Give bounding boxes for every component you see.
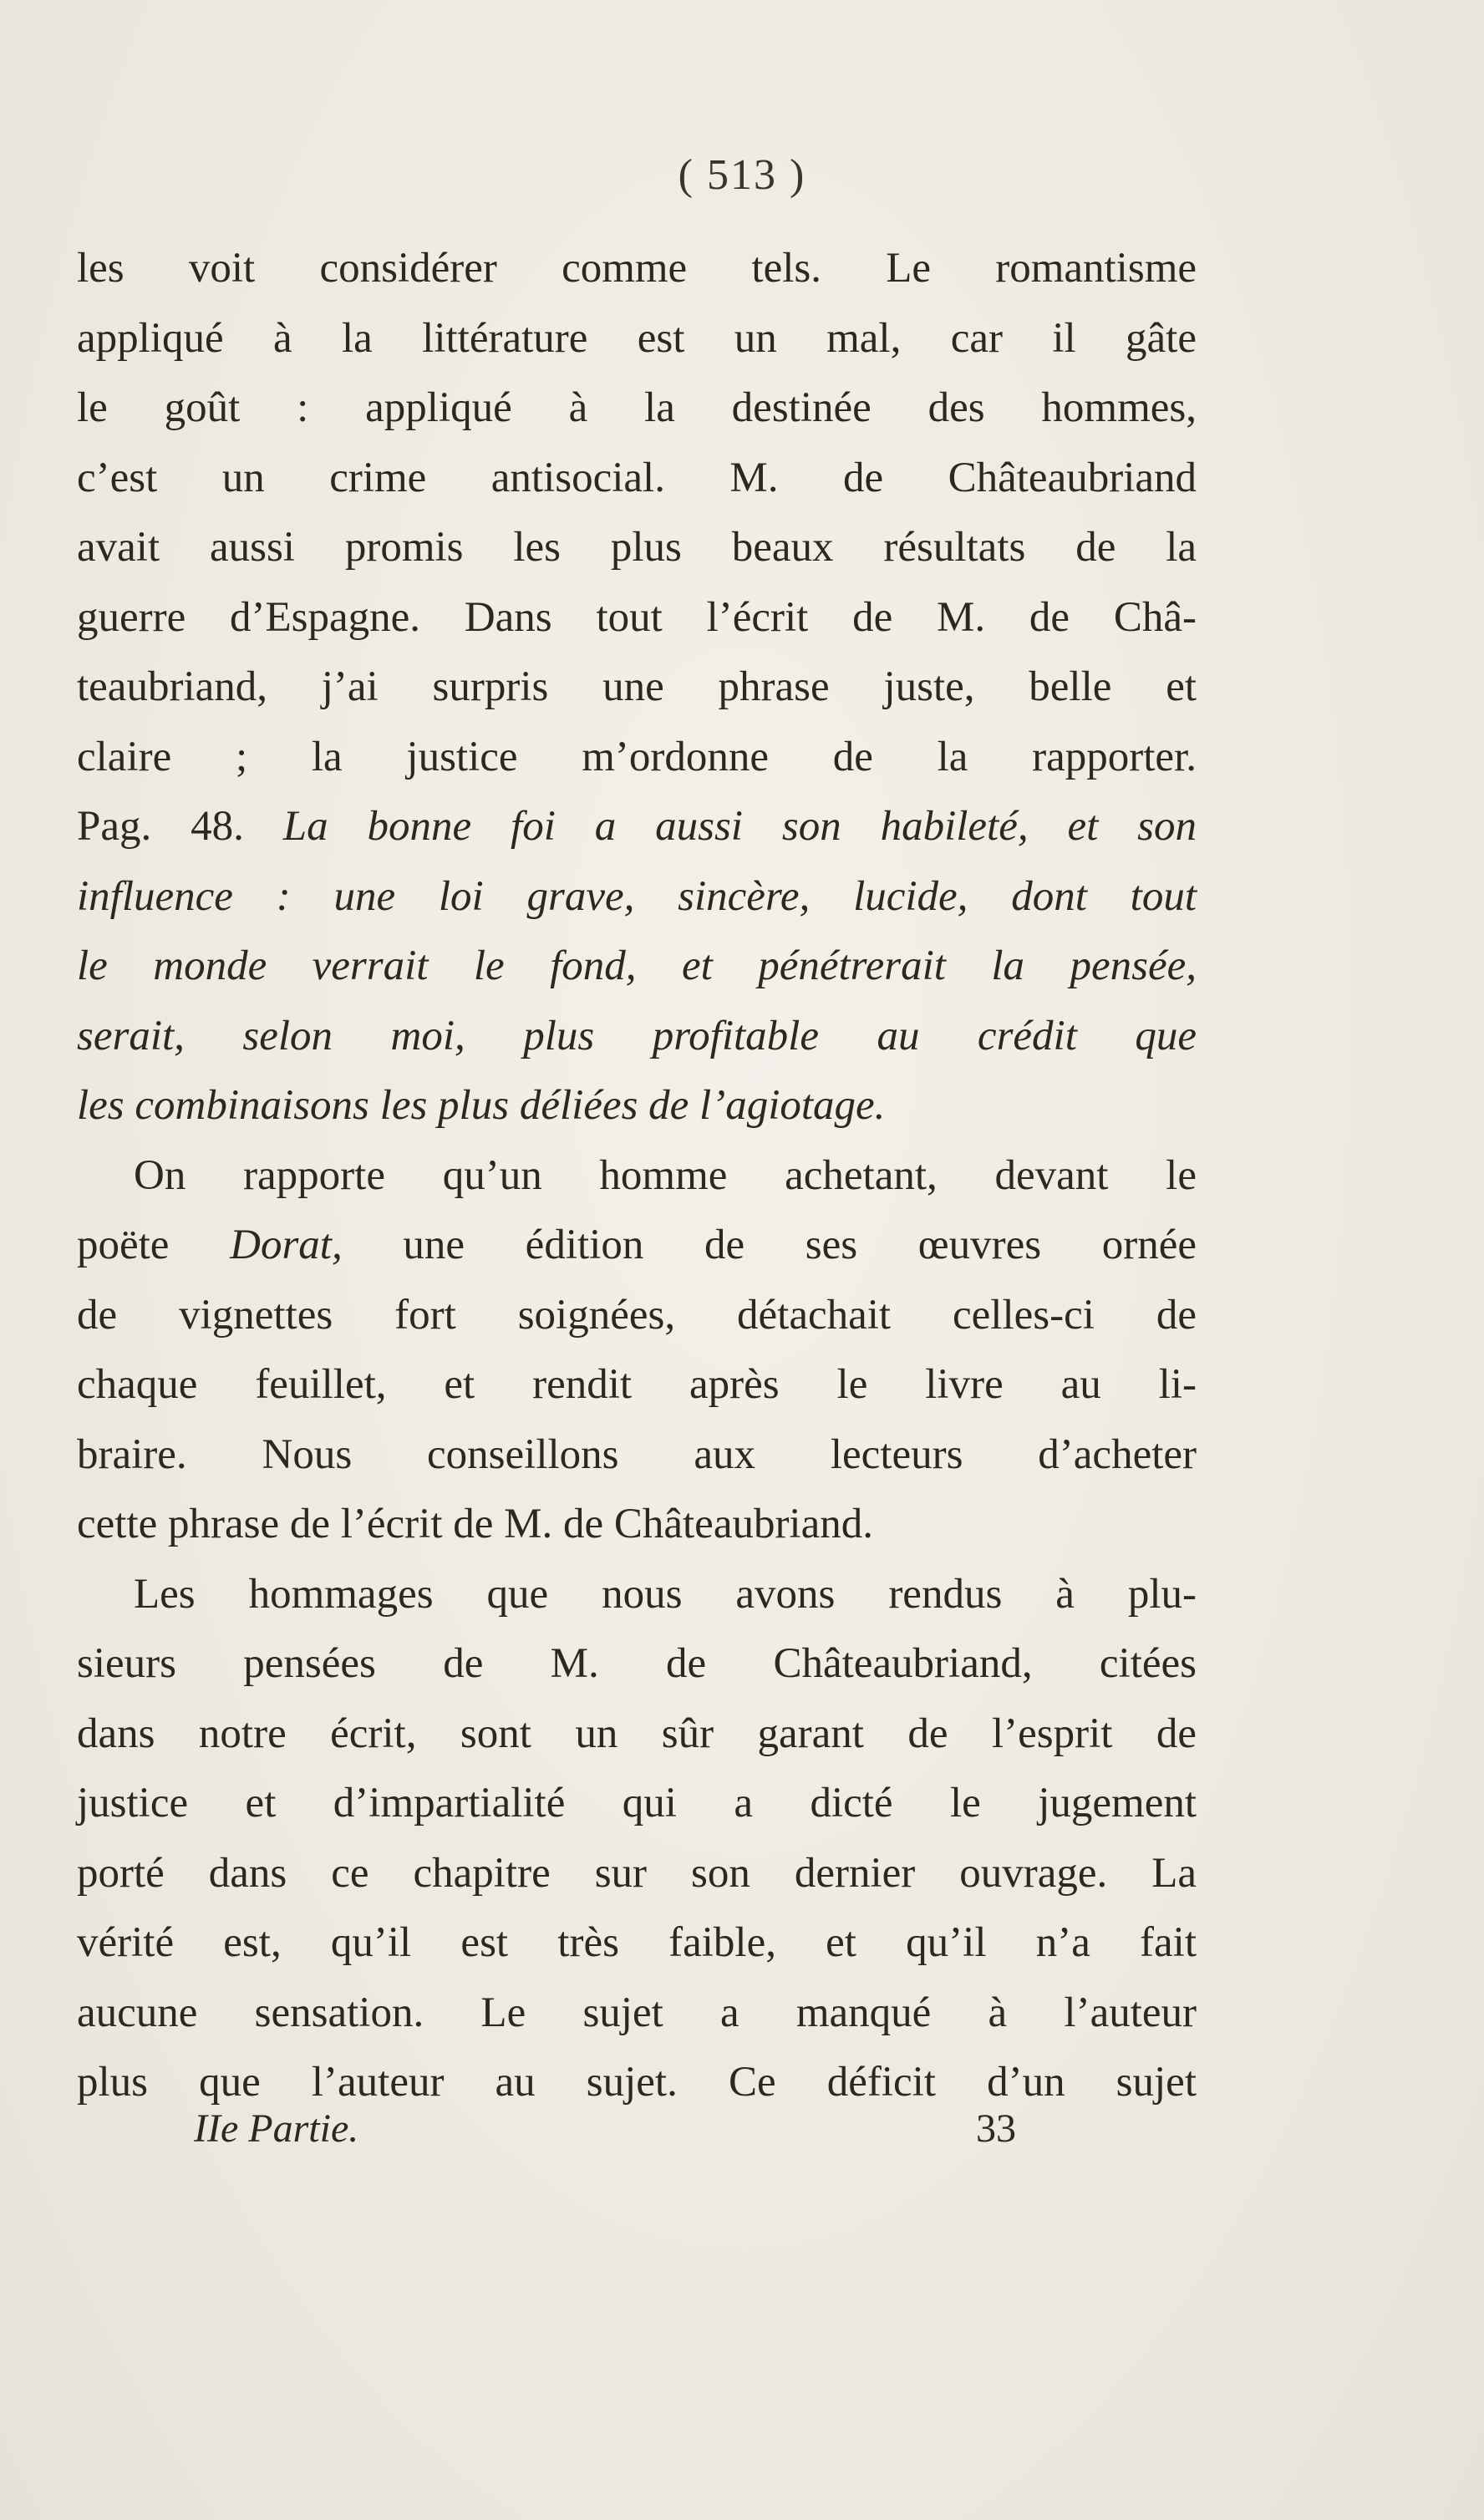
- text-line: [77, 862, 1197, 932]
- page-footer: [0, 2106, 1484, 2164]
- text-line: [77, 1350, 1197, 1420]
- italic-quote: influence : une loi grave, sincère, lucide, dont tout: [77, 872, 1197, 920]
- page-reference: Pag. 48.: [77, 803, 283, 850]
- text-line: [77, 1281, 1197, 1351]
- line-text: chaque feuillet, et rendit après le livre au li-: [77, 1361, 1197, 1408]
- line-text: aucune sensation. Le sujet a manqué à l’auteur: [77, 1989, 1197, 2036]
- line-suffix: une édition de ses œuvres ornée: [342, 1222, 1197, 1268]
- line-text: justice et d’impartialité qui a dicté le jugement: [77, 1780, 1197, 1826]
- text-line: [77, 373, 1197, 444]
- text-line: [77, 513, 1197, 583]
- text-line: [77, 1141, 1197, 1212]
- text-line: [77, 1490, 1197, 1560]
- italic-quote: le monde verrait le fond, et pénétrerait la pensée,: [77, 942, 1197, 989]
- line-text: sieurs pensées de M. de Châteaubriand, citées: [77, 1640, 1197, 1687]
- line-text: Les hommages que nous avons rendus à plu-: [134, 1570, 1197, 1618]
- line-text: dans notre écrit, sont un sûr garant de l’esprit de: [77, 1710, 1197, 1757]
- text-line: [77, 1769, 1197, 1839]
- line-text: c’est un crime antisocial. M. de Châteaubriand: [77, 454, 1197, 501]
- line-text: le goût : appliqué à la destinée des hommes,: [77, 384, 1197, 431]
- line-text: braire. Nous conseillons aux lecteurs d’acheter: [77, 1430, 1197, 1478]
- text-line: [77, 792, 1197, 862]
- signature-mark: IIe Partie.: [194, 2106, 359, 2151]
- text-line: [77, 1560, 1197, 1630]
- line-text: appliqué à la littérature est un mal, car il gâte: [77, 314, 1197, 362]
- gathering-number: 33: [976, 2106, 1016, 2151]
- text-line: [77, 1839, 1197, 1909]
- line-text: vérité est, qu’il est très faible, et qu’il n’a fait: [77, 1919, 1197, 1966]
- text-line: [77, 653, 1197, 723]
- line-text: plus que l’auteur au sujet. Ce déficit d’un sujet: [77, 2059, 1197, 2106]
- italic-name: Dorat,: [230, 1222, 343, 1268]
- text-line: [77, 932, 1197, 1002]
- text-line: [77, 234, 1197, 304]
- text-line: [77, 1699, 1197, 1770]
- line-text: On rapporte qu’un homme achetant, devant le: [134, 1151, 1197, 1199]
- text-line: [77, 1420, 1197, 1491]
- text-line: [77, 304, 1197, 374]
- italic-quote: serait, selon moi, plus profitable au crédit que: [77, 1012, 1197, 1059]
- text-line: [77, 583, 1197, 653]
- italic-quote: les combinaisons les plus déliées de l’agiotage.: [77, 1082, 886, 1129]
- text-line: [77, 1211, 1197, 1281]
- page-number-header: ( 513 ): [678, 151, 806, 199]
- line-text: de vignettes fort soignées, détachait celles-ci de: [77, 1291, 1197, 1339]
- text-line: [77, 723, 1197, 793]
- text-line: [77, 1002, 1197, 1072]
- text-line: [77, 1979, 1197, 2049]
- line-text: teaubriand, j’ai surpris une phrase juste, belle et: [77, 663, 1197, 710]
- body-text: [77, 234, 1197, 2118]
- line-text: les voit considérer comme tels. Le romantisme: [77, 245, 1197, 292]
- line-text: cette phrase de l’écrit de M. de Châteaubriand.: [77, 1501, 873, 1547]
- text-line: [77, 444, 1197, 514]
- line-text: porté dans ce chapitre sur son dernier ouvrage. La: [77, 1849, 1197, 1897]
- text-line: [77, 1071, 1197, 1141]
- line-text: claire ; la justice m’ordonne de la rapporter.: [77, 733, 1197, 780]
- line-text: avait aussi promis les plus beaux résultats de la: [77, 524, 1197, 571]
- text-line: [77, 1629, 1197, 1699]
- line-prefix: poëte: [77, 1222, 231, 1268]
- line-text: guerre d’Espagne. Dans tout l’écrit de M. de Châ-: [77, 593, 1197, 641]
- text-line: [77, 1908, 1197, 1979]
- italic-quote: La bonne foi a aussi son habileté, et son: [282, 803, 1197, 850]
